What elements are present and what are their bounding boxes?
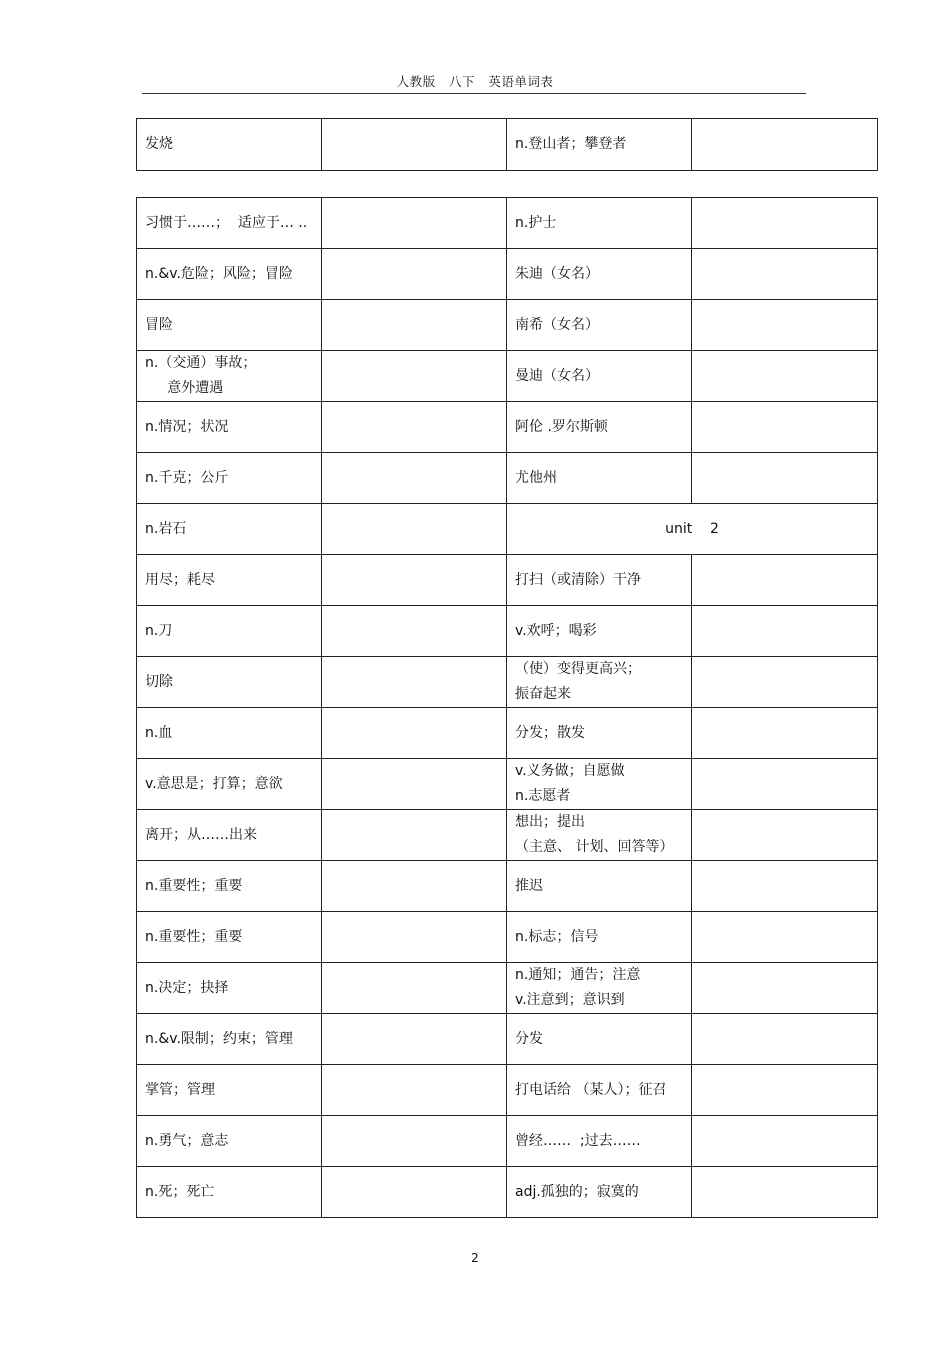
answer-blank-cell[interactable] — [322, 1014, 507, 1065]
cell-line: n.重要性；重要 — [145, 928, 243, 945]
answer-blank-cell[interactable] — [322, 453, 507, 504]
answer-blank-cell[interactable] — [692, 657, 878, 708]
page-number: 2 — [471, 1251, 479, 1265]
chinese-meaning-cell — [507, 351, 692, 402]
answer-blank-cell[interactable] — [692, 402, 878, 453]
chinese-meaning-cell — [507, 759, 692, 810]
chinese-meaning-cell — [137, 912, 322, 963]
table-row — [137, 1014, 878, 1065]
cell-line: 尤他州 — [515, 469, 557, 486]
cell-line: n.血 — [145, 724, 173, 741]
cell-line: 分发 — [515, 1030, 543, 1047]
answer-blank-cell[interactable] — [322, 555, 507, 606]
cell-line: 曼迪（女名） — [515, 367, 599, 384]
cell-line: 掌管；管理 — [145, 1081, 215, 1098]
cell-line: v.欢呼；喝彩 — [515, 622, 597, 639]
cell-line: 南希（女名） — [515, 316, 599, 333]
answer-blank-cell[interactable] — [322, 912, 507, 963]
cell-line: n.护士 — [515, 214, 557, 231]
answer-blank-cell[interactable] — [692, 759, 878, 810]
cell-line: 振奋起来 — [515, 686, 571, 702]
cell-line: n.&v.限制；约束；管理 — [145, 1030, 293, 1047]
chinese-meaning-cell — [137, 249, 322, 300]
header-rule — [142, 93, 806, 94]
answer-blank-cell[interactable] — [692, 861, 878, 912]
answer-blank-cell[interactable] — [692, 1065, 878, 1116]
chinese-meaning-cell — [507, 1116, 692, 1167]
chinese-meaning-cell — [507, 402, 692, 453]
cell-line: n.刀 — [145, 622, 173, 639]
table-row — [137, 555, 878, 606]
table-row — [137, 810, 878, 861]
answer-blank-cell[interactable] — [322, 963, 507, 1014]
vocab-table-top — [136, 118, 878, 171]
table-row — [137, 708, 878, 759]
answer-blank-cell[interactable] — [692, 351, 878, 402]
answer-blank-cell[interactable] — [322, 708, 507, 759]
cell-line: n.死；死亡 — [145, 1183, 215, 1200]
table-row — [137, 300, 878, 351]
table-row — [137, 1116, 878, 1167]
chinese-meaning-cell — [507, 119, 692, 171]
cell-line: n.通知；通告；注意 — [515, 967, 641, 983]
answer-blank-cell[interactable] — [692, 198, 878, 249]
page-header-title: 人教版 八下 英语单词表 — [396, 74, 554, 89]
answer-blank-cell[interactable] — [322, 300, 507, 351]
chinese-meaning-cell — [507, 912, 692, 963]
answer-blank-cell[interactable] — [322, 810, 507, 861]
answer-blank-cell[interactable] — [322, 198, 507, 249]
table-row — [137, 198, 878, 249]
answer-blank-cell[interactable] — [322, 1116, 507, 1167]
table-row — [137, 453, 878, 504]
cell-line: 发烧 — [145, 136, 173, 152]
chinese-meaning-cell — [507, 249, 692, 300]
chinese-meaning-cell — [507, 861, 692, 912]
cell-line: 习惯于……； 适应于… .. — [145, 214, 308, 231]
chinese-meaning-cell — [137, 1116, 322, 1167]
answer-blank-cell[interactable] — [322, 759, 507, 810]
answer-blank-cell[interactable] — [692, 963, 878, 1014]
chinese-meaning-cell — [507, 606, 692, 657]
cell-line: 意外遭遇 — [145, 380, 224, 396]
chinese-meaning-cell — [507, 1167, 692, 1218]
chinese-meaning-cell — [137, 351, 322, 402]
table-row — [137, 504, 878, 555]
chinese-meaning-cell — [507, 708, 692, 759]
cell-line: n.&v.危险；风险；冒险 — [145, 265, 293, 282]
chinese-meaning-cell — [507, 1065, 692, 1116]
cell-line: v.义务做；自愿做 — [515, 763, 625, 779]
cell-line: 阿伦 .罗尔斯顿 — [515, 418, 608, 435]
cell-line: 离开；从……出来 — [145, 826, 257, 843]
cell-line: 打扫（或清除）干净 — [515, 571, 641, 588]
cell-line: 冒险 — [145, 316, 173, 333]
chinese-meaning-cell — [137, 708, 322, 759]
cell-line: 推迟 — [515, 877, 543, 894]
table-row — [137, 402, 878, 453]
chinese-meaning-cell — [507, 657, 692, 708]
answer-blank-cell[interactable] — [692, 1014, 878, 1065]
answer-blank-cell[interactable] — [322, 119, 507, 171]
chinese-meaning-cell — [137, 1167, 322, 1218]
chinese-meaning-cell — [137, 300, 322, 351]
chinese-meaning-cell — [507, 453, 692, 504]
chinese-meaning-cell — [137, 504, 322, 555]
table-row — [137, 912, 878, 963]
table-row — [137, 759, 878, 810]
table-row — [137, 1167, 878, 1218]
cell-line: n.（交通）事故； — [145, 355, 257, 371]
cell-line: n.岩石 — [145, 520, 187, 537]
cell-line: n.情况；状况 — [145, 418, 229, 435]
chinese-meaning-cell — [137, 1014, 322, 1065]
answer-blank-cell[interactable] — [322, 606, 507, 657]
chinese-meaning-cell — [137, 606, 322, 657]
cell-line: n.标志；信号 — [515, 928, 599, 945]
chinese-meaning-cell — [137, 555, 322, 606]
cell-line: 打电话给 （某人）；征召 — [515, 1081, 667, 1098]
cell-line: 想出；提出 — [515, 814, 585, 830]
cell-line: n.重要性；重要 — [145, 877, 243, 894]
answer-blank-cell[interactable] — [692, 119, 878, 171]
cell-line: n.决定；抉择 — [145, 979, 229, 996]
chinese-meaning-cell — [137, 759, 322, 810]
answer-blank-cell[interactable] — [322, 1167, 507, 1218]
answer-blank-cell[interactable] — [322, 861, 507, 912]
answer-blank-cell[interactable] — [692, 912, 878, 963]
chinese-meaning-cell — [507, 555, 692, 606]
cell-line: 曾经…… ;过去…… — [515, 1132, 641, 1149]
cell-line: n.登山者；攀登者 — [515, 136, 627, 152]
cell-line: adj.孤独的；寂寞的 — [515, 1183, 639, 1200]
answer-blank-cell[interactable] — [322, 657, 507, 708]
chinese-meaning-cell — [137, 963, 322, 1014]
answer-blank-cell[interactable] — [322, 351, 507, 402]
answer-blank-cell[interactable] — [692, 1167, 878, 1218]
vocab-table-main — [136, 197, 878, 1218]
chinese-meaning-cell — [507, 300, 692, 351]
chinese-meaning-cell — [507, 1014, 692, 1065]
table-row — [137, 119, 878, 171]
table-row — [137, 249, 878, 300]
chinese-meaning-cell — [137, 198, 322, 249]
chinese-meaning-cell — [507, 198, 692, 249]
answer-blank-cell[interactable] — [692, 249, 878, 300]
answer-blank-cell[interactable] — [692, 606, 878, 657]
cell-line: 切除 — [145, 673, 173, 690]
cell-line: v.意思是；打算；意欲 — [145, 775, 283, 792]
table-row — [137, 351, 878, 402]
chinese-meaning-cell — [137, 119, 322, 171]
answer-blank-cell[interactable] — [692, 300, 878, 351]
cell-line: 分发；散发 — [515, 724, 585, 741]
unit-heading-cell: unit 2 — [507, 504, 878, 555]
chinese-meaning-cell — [137, 657, 322, 708]
chinese-meaning-cell — [137, 453, 322, 504]
chinese-meaning-cell — [507, 810, 692, 861]
answer-blank-cell[interactable] — [692, 810, 878, 861]
answer-blank-cell[interactable] — [692, 555, 878, 606]
answer-blank-cell[interactable] — [322, 1065, 507, 1116]
answer-blank-cell[interactable] — [692, 1116, 878, 1167]
cell-line: v.注意到；意识到 — [515, 992, 625, 1008]
cell-line: 朱迪（女名） — [515, 265, 599, 282]
cell-line: （主意、 计划、回答等） — [515, 839, 674, 855]
cell-line: 用尽；耗尽 — [145, 571, 215, 588]
table-row — [137, 963, 878, 1014]
table-row — [137, 1065, 878, 1116]
answer-blank-cell[interactable] — [322, 249, 507, 300]
cell-line: （使）变得更高兴； — [515, 661, 641, 677]
cell-line: n.勇气；意志 — [145, 1132, 229, 1149]
chinese-meaning-cell — [137, 402, 322, 453]
table-row — [137, 861, 878, 912]
table-row — [137, 606, 878, 657]
chinese-meaning-cell — [507, 963, 692, 1014]
cell-line: n.志愿者 — [515, 788, 571, 804]
chinese-meaning-cell — [137, 810, 322, 861]
chinese-meaning-cell — [137, 861, 322, 912]
answer-blank-cell[interactable] — [322, 402, 507, 453]
cell-line: n.千克；公斤 — [145, 469, 229, 486]
answer-blank-cell[interactable] — [692, 708, 878, 759]
chinese-meaning-cell — [137, 1065, 322, 1116]
answer-blank-cell[interactable] — [322, 504, 507, 555]
answer-blank-cell[interactable] — [692, 453, 878, 504]
table-row — [137, 657, 878, 708]
